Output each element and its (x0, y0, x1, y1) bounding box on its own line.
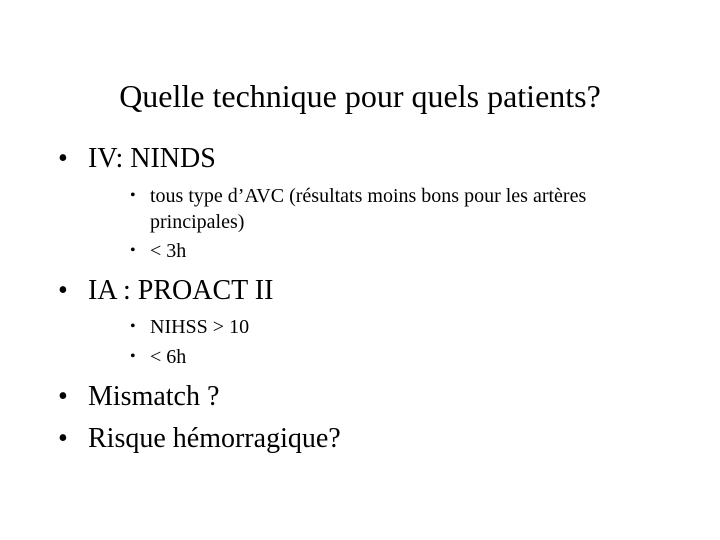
bullet-icon: • (130, 318, 136, 335)
sub-bullet-item-label: tous type d’AVC (résultats moins bons pour les artères principales) (150, 185, 587, 233)
bullet-item-label: IV: NINDS (88, 143, 216, 174)
sub-bullet-item-label: < 3h (150, 240, 187, 262)
bullet-icon: • (58, 423, 68, 454)
bullet-icon: • (58, 275, 68, 306)
bullet-item-label: Mismatch ? (88, 381, 220, 412)
bullet-icon: • (58, 381, 68, 412)
bullet-item-label: IA : PROACT II (88, 275, 274, 306)
bullet-icon: • (130, 187, 136, 204)
bullet-icon: • (130, 242, 136, 259)
sub-bullet-item-label: < 6h (150, 346, 187, 368)
slide-title: Quelle technique pour quels patients? (119, 78, 601, 114)
bullet-icon: • (130, 348, 136, 365)
bullet-icon: • (58, 143, 68, 174)
bullet-item-label: Risque hémorragique? (88, 423, 341, 454)
sub-bullet-item-label: NIHSS > 10 (150, 316, 250, 338)
